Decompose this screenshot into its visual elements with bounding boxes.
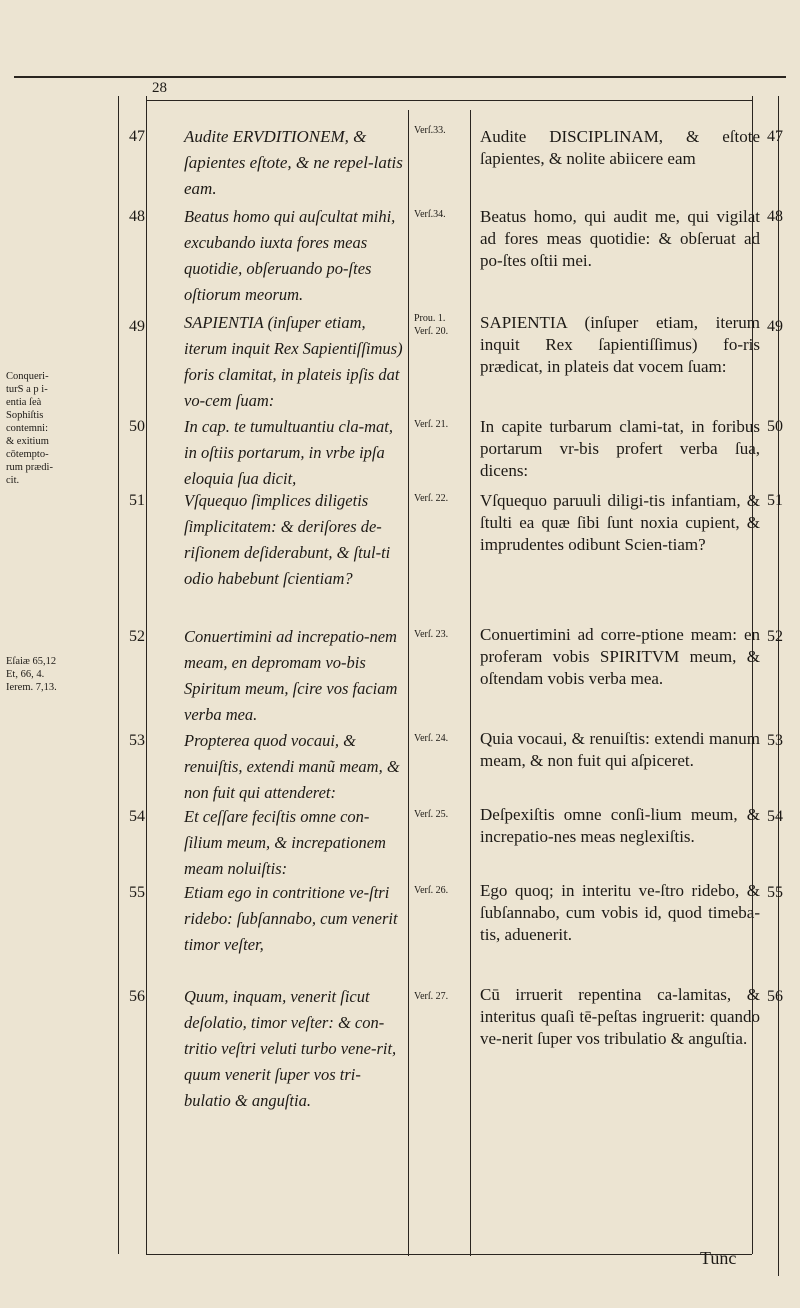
latin-paraphrase-47: Audite ERVDITIONEM, & ſapientes eſtote, & ne repel-latis eam. bbox=[184, 127, 403, 198]
verse-reference: Verſ. 25. bbox=[414, 809, 449, 820]
verse-reference: Prou. 1. Verſ. 20. bbox=[414, 313, 449, 337]
verse-number-right: 52 bbox=[767, 628, 783, 645]
latin-paraphrase-49: SAPIENTIA (inſuper etiam, iterum inquit Rex Sapientiſſimus) foris clamitat, in plateis ipſis dat vo-cem ſuam: bbox=[184, 313, 403, 410]
ref-column-left-rule bbox=[408, 110, 409, 1256]
verse-reference: Verſ. 24. bbox=[414, 733, 449, 744]
verse-reference: Verſ. 27. bbox=[414, 991, 449, 1002]
latin-paraphrase-56: Quum, inquam, venerit ſicut deſolatio, timor veſter: & con-tritio veſtri veluti turbo vene-rit, quum venerit ſuper vos tri-bulatio & anguſtia. bbox=[184, 987, 397, 1110]
verse-number-right: 50 bbox=[767, 418, 783, 435]
latin-paraphrase-54: Et ceſſare feciſtis omne con-ſilium meum, & increpationem meam noluiſtis: bbox=[184, 807, 386, 878]
latin-paraphrase-48: Beatus homo qui auſcultat mihi, excubando iuxta fores meas quotidie, obſeruando po-ſtes oſtiorum meorum. bbox=[184, 207, 396, 304]
verse-number-left: 56 bbox=[129, 988, 145, 1005]
verse-number-left: 52 bbox=[129, 628, 145, 645]
left-margin-rule bbox=[118, 96, 119, 1254]
page-number: 28 bbox=[152, 80, 167, 96]
bottom-rule bbox=[146, 1254, 752, 1255]
ref-column-right-rule bbox=[470, 110, 471, 1256]
top-rule bbox=[14, 76, 786, 78]
verse-reference: Verſ. 22. bbox=[414, 493, 449, 504]
header-rule bbox=[146, 100, 752, 101]
vulgate-text-51: Vſquequo paruuli diligi-tis infantiam, & ſtulti ea quæ ſibi ſunt noxia cupient, & imprudentes odibunt Scien-tiam? bbox=[480, 491, 760, 554]
verse-number-right: 53 bbox=[767, 732, 783, 749]
vulgate-text-47: Audite DISCIPLINAM, & eſtote ſapientes, & nolite abiicere eam bbox=[480, 127, 760, 168]
vulgate-text-50: In capite turbarum clami-tat, in foribus portarum vr-bis profert verba ſua, dicens: bbox=[480, 417, 760, 480]
verse-reference: Verſ. 23. bbox=[414, 629, 449, 640]
latin-paraphrase-50: In cap. te tumultuantiu cla-mat, in oſtiis portarum, in vrbe ipſa eloquia ſua dicit, bbox=[184, 417, 393, 488]
verse-number-right: 48 bbox=[767, 208, 783, 225]
vulgate-text-56: Cū irruerit repentina ca-lamitas, & interitus quaſi tē-peſtas ingruerit: quando ve-nerit ſuper vos tribulatio & anguſtia. bbox=[480, 985, 760, 1048]
verse-number-left: 54 bbox=[129, 808, 145, 825]
vulgate-text-49: SAPIENTIA (inſuper etiam, iterum inquit Rex ſapientiſſimus) fo-ris prædicat, in plateis dat vocem ſuam: bbox=[480, 313, 760, 376]
right-margin-rule bbox=[778, 96, 779, 1276]
verse-number-right: 54 bbox=[767, 808, 783, 825]
verse-number-left: 51 bbox=[129, 492, 145, 509]
margin-note-references: Eſaiæ 65,12 Et, 66, 4. Ierem. 7,13. bbox=[6, 656, 57, 693]
vulgate-text-48: Beatus homo, qui audit me, qui vigilat ad fores meas quotidie: & obſeruat ad po-ſtes oſtii mei. bbox=[480, 207, 760, 270]
vulgate-text-55: Ego quoq; in interitu ve-ſtro ridebo, & ſubſannabo, cum vobis id, quod timeba-tis, aduenerit. bbox=[480, 881, 760, 944]
verse-number-left: 47 bbox=[129, 128, 145, 145]
verse-number-left: 49 bbox=[129, 318, 145, 335]
verse-number-left: 55 bbox=[129, 884, 145, 901]
verse-reference: Verſ.34. bbox=[414, 209, 446, 220]
verse-number-right: 56 bbox=[767, 988, 783, 1005]
latin-paraphrase-51: Vſquequo ſimplices diligetis ſimplicitatem: & deriſores de-riſionem deſiderabunt, & ſtul-ti odio habebunt ſcientiam? bbox=[184, 491, 391, 588]
vulgate-text-52: Conuertimini ad corre-ptione meam: en proferam vobis SPIRITVM meum, & oſtendam vobis verba mea. bbox=[480, 625, 760, 688]
verse-reference: Verſ.33. bbox=[414, 125, 446, 136]
catchword: Tunc bbox=[700, 1248, 737, 1268]
latin-paraphrase-52: Conuertimini ad increpatio-nem meam, en depromam vo-bis Spiritum meum, ſcire vos faciam verba mea. bbox=[184, 627, 398, 724]
verse-number-right: 49 bbox=[767, 318, 783, 335]
verse-reference: Verſ. 26. bbox=[414, 885, 449, 896]
latin-paraphrase-53: Propterea quod vocaui, & renuiſtis, extendi manũ meam, & non fuit qui attenderet: bbox=[184, 731, 400, 802]
margin-note-sapientia: Conqueri- turS a p i- entia ſeà Sophiſtis contemni: & exitium cōtempto- rum prædi- cit. bbox=[6, 371, 53, 486]
latin-paraphrase-55: Etiam ego in contritione ve-ſtri ridebo: ſubſannabo, cum venerit timor veſter, bbox=[184, 883, 398, 954]
verse-number-left: 53 bbox=[129, 732, 145, 749]
verse-number-right: 47 bbox=[767, 128, 783, 145]
left-inner-rule bbox=[146, 96, 147, 1254]
verse-number-left: 48 bbox=[129, 208, 145, 225]
verse-number-right: 55 bbox=[767, 884, 783, 901]
verse-number-right: 51 bbox=[767, 492, 783, 509]
vulgate-text-54: Deſpexiſtis omne conſi-lium meum, & increpatio-nes meas neglexiſtis. bbox=[480, 805, 760, 846]
vulgate-text-53: Quia vocaui, & renuiſtis: extendi manum meam, & non fuit qui aſpiceret. bbox=[480, 729, 760, 770]
verse-number-left: 50 bbox=[129, 418, 145, 435]
verse-reference: Verſ. 21. bbox=[414, 419, 449, 430]
